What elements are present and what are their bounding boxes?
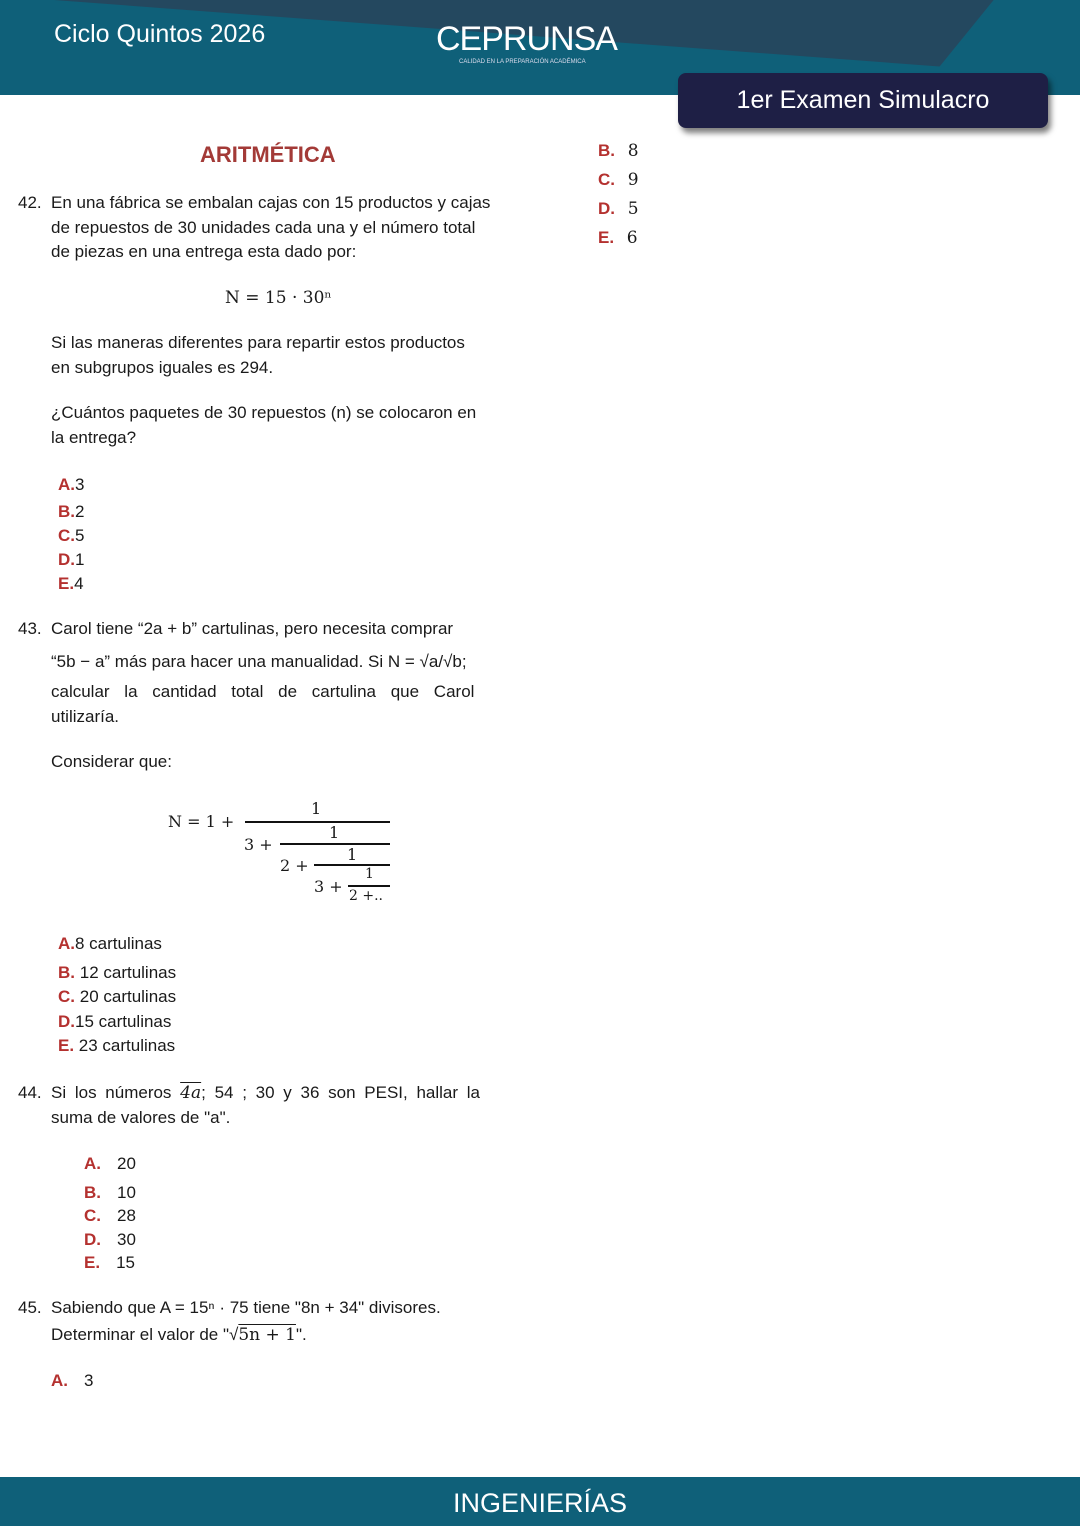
fraction-term: 2 + bbox=[280, 856, 309, 875]
fraction-term: 1 bbox=[311, 799, 322, 818]
option-value: 12 cartulinas bbox=[79, 963, 177, 982]
option-label: A. bbox=[84, 1154, 101, 1173]
option-label: A. bbox=[58, 934, 75, 953]
fraction-term: N = 1 + bbox=[168, 812, 235, 831]
fraction-term: 3 + bbox=[244, 835, 273, 854]
option-label: C. bbox=[58, 526, 75, 545]
formula: N = 15 · 30ⁿ bbox=[225, 288, 332, 308]
question-text: calcular la cantidad total de cartulina que Carol bbox=[51, 682, 475, 701]
option-label: D. bbox=[58, 1012, 75, 1031]
option-label: E. bbox=[598, 228, 615, 247]
question-text: Si los números bbox=[51, 1083, 172, 1102]
question-text: Considerar que: bbox=[51, 752, 172, 771]
question-number: 45. bbox=[18, 1298, 42, 1317]
option-label: E. bbox=[84, 1253, 101, 1272]
option-value: 1 bbox=[75, 550, 85, 569]
question-text: en subgrupos iguales es 294. bbox=[51, 358, 274, 377]
option-value: 20 cartulinas bbox=[79, 987, 177, 1006]
question-text: Sabiendo que A = 15ⁿ · 75 tiene "8n + 34" divisores. bbox=[51, 1298, 441, 1317]
exam-badge: 1er Examen Simulacro bbox=[678, 73, 1048, 128]
option-label: D. bbox=[598, 199, 615, 218]
option-label: B. bbox=[84, 1183, 101, 1202]
question-text: ¿Cuántos paquetes de 30 repuestos (n) se colocaron en bbox=[51, 403, 477, 422]
option-value: 4 bbox=[74, 574, 84, 593]
fraction-term: 2 +.. bbox=[349, 888, 383, 904]
fraction-term: 1 bbox=[347, 845, 358, 864]
option-label: B. bbox=[58, 502, 75, 521]
option-label: D. bbox=[58, 550, 75, 569]
option-label: C. bbox=[598, 170, 615, 189]
logo: CEPRUNSA bbox=[436, 20, 617, 58]
question-text: de piezas en una entrega esta dado por: bbox=[51, 242, 357, 261]
option-value: 8 bbox=[627, 141, 639, 161]
question-text: Determinar el valor de "√ bbox=[51, 1325, 239, 1344]
overline-number: 4a bbox=[180, 1083, 202, 1103]
question-text: de repuestos de 30 unidades cada una y el número total bbox=[51, 218, 476, 237]
option-label: A. bbox=[58, 475, 75, 494]
option-label: C. bbox=[58, 987, 75, 1006]
option-value: 9 bbox=[627, 170, 639, 190]
option-value: 2 bbox=[75, 502, 85, 521]
question-number: 42. bbox=[18, 193, 42, 212]
radicand: 5n + 1 bbox=[238, 1325, 296, 1345]
option-value: 6 bbox=[626, 228, 638, 248]
option-label: A. bbox=[51, 1371, 68, 1390]
option-value: 20 bbox=[117, 1154, 136, 1173]
option-label: C. bbox=[84, 1206, 101, 1225]
question-text: la entrega? bbox=[51, 428, 137, 447]
fraction-term: 1 bbox=[365, 866, 374, 882]
logo-tagline: CALIDAD EN LA PREPARACIÓN ACADÉMICA bbox=[459, 59, 586, 65]
question-text: utilizaría. bbox=[51, 707, 120, 726]
option-value: 10 bbox=[117, 1183, 136, 1202]
fraction-term: 1 bbox=[329, 823, 340, 842]
option-value: 3 bbox=[75, 475, 85, 494]
question-text: “5b − a” más para hacer una manualidad. Si N = √a/√b; bbox=[51, 652, 467, 671]
option-value: 3 bbox=[84, 1371, 94, 1390]
question-text: Si las maneras diferentes para repartir estos productos bbox=[51, 333, 465, 352]
question-number: 44. bbox=[18, 1083, 42, 1102]
option-value: 8 cartulinas bbox=[75, 934, 162, 953]
option-value: 15 cartulinas bbox=[75, 1012, 172, 1031]
option-value: 23 cartulinas bbox=[78, 1036, 176, 1055]
option-value: 30 bbox=[117, 1230, 136, 1249]
option-value: 15 bbox=[116, 1253, 135, 1272]
option-label: E. bbox=[58, 1036, 75, 1055]
question-text: suma de valores de "a". bbox=[51, 1108, 231, 1127]
cycle-title: Ciclo Quintos 2026 bbox=[54, 20, 266, 48]
footer-banner: INGENIERÍAS bbox=[0, 1477, 1080, 1526]
section-title: ARITMÉTICA bbox=[200, 142, 336, 167]
option-label: E. bbox=[58, 574, 75, 593]
question-text: ". bbox=[295, 1325, 307, 1344]
question-text: Carol tiene “2a + b” cartulinas, pero necesita comprar bbox=[51, 619, 454, 638]
option-label: D. bbox=[84, 1230, 101, 1249]
option-value: 5 bbox=[627, 199, 639, 219]
question-text: En una fábrica se embalan cajas con 15 productos y cajas bbox=[51, 193, 491, 212]
option-value: 5 bbox=[75, 526, 85, 545]
question-text: ; 54 ; 30 y 36 son PESI, hallar la bbox=[201, 1083, 480, 1102]
option-value: 28 bbox=[117, 1206, 136, 1225]
option-label: B. bbox=[598, 141, 615, 160]
question-number: 43. bbox=[18, 619, 42, 638]
option-label: B. bbox=[58, 963, 75, 982]
fraction-term: 3 + bbox=[314, 877, 343, 896]
